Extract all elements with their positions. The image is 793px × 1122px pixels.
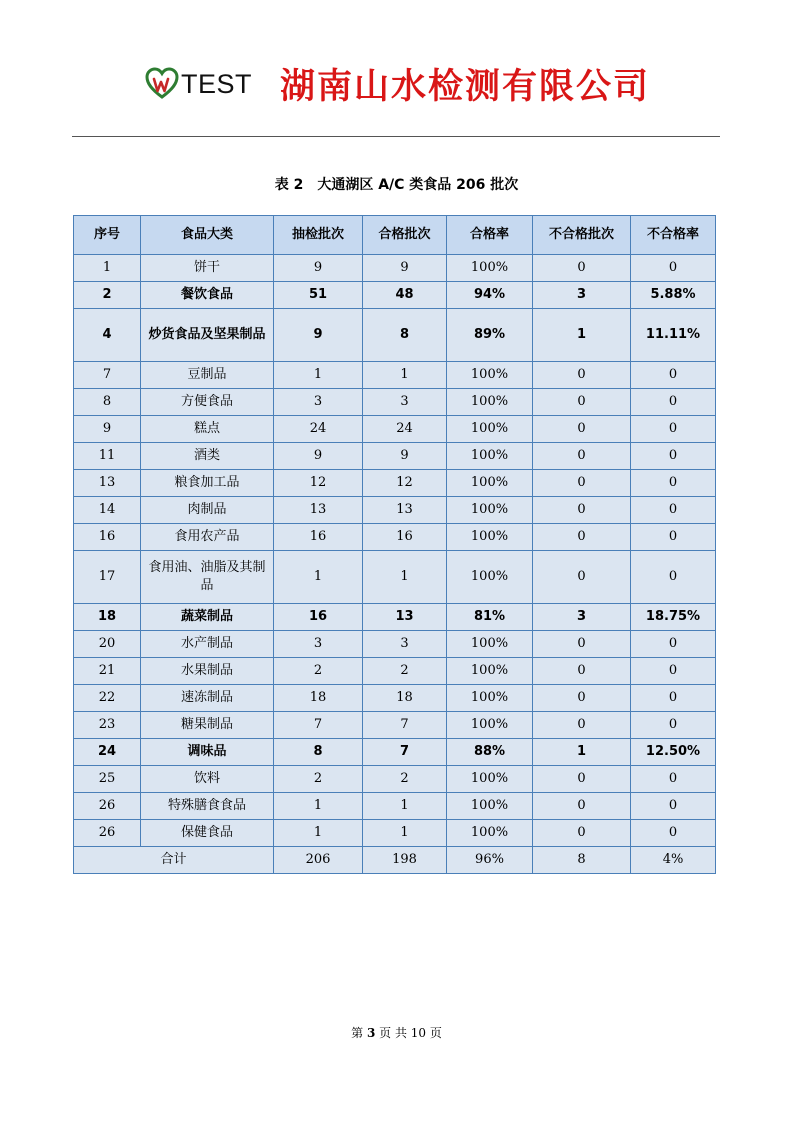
table-row bbox=[74, 255, 716, 282]
cell-sampled: 1 bbox=[274, 793, 363, 820]
cell-passed: 13 bbox=[363, 604, 447, 631]
cell-pass-rate: 94% bbox=[447, 282, 533, 309]
cell-total-failed: 8 bbox=[533, 847, 631, 874]
cell-pass-rate: 100% bbox=[447, 443, 533, 470]
logo-text: TEST bbox=[181, 68, 253, 99]
cell-sampled: 3 bbox=[274, 631, 363, 658]
cell-sampled: 1 bbox=[274, 362, 363, 389]
cell-passed: 1 bbox=[363, 820, 447, 847]
cell-sampled: 2 bbox=[274, 658, 363, 685]
footer-mid: 页 共 bbox=[379, 1026, 407, 1040]
cell-category: 豆制品 bbox=[141, 362, 274, 389]
cell-fail-rate: 0 bbox=[631, 497, 716, 524]
cell-category: 食用油、油脂及其制品 bbox=[141, 551, 274, 604]
cell-fail-rate: 0 bbox=[631, 658, 716, 685]
cell-fail-rate: 0 bbox=[631, 820, 716, 847]
cell-no: 2 bbox=[74, 282, 141, 309]
cell-passed: 3 bbox=[363, 389, 447, 416]
cell-sampled: 1 bbox=[274, 820, 363, 847]
cell-total-fail-rate: 4% bbox=[631, 847, 716, 874]
cell-pass-rate: 100% bbox=[447, 820, 533, 847]
cell-category: 水果制品 bbox=[141, 658, 274, 685]
cell-failed: 0 bbox=[533, 416, 631, 443]
table-row bbox=[74, 443, 716, 470]
table-row bbox=[74, 685, 716, 712]
cell-no: 14 bbox=[74, 497, 141, 524]
cell-category: 肉制品 bbox=[141, 497, 274, 524]
cell-no: 23 bbox=[74, 712, 141, 739]
cell-no: 20 bbox=[74, 631, 141, 658]
cell-passed: 1 bbox=[363, 793, 447, 820]
cell-failed: 0 bbox=[533, 497, 631, 524]
cell-category: 调味品 bbox=[141, 739, 274, 766]
cell-fail-rate: 0 bbox=[631, 631, 716, 658]
cell-pass-rate: 100% bbox=[447, 416, 533, 443]
header-col-passed: 合格批次 bbox=[363, 216, 447, 255]
footer-total-pages: 10 bbox=[410, 1026, 427, 1040]
cell-sampled: 9 bbox=[274, 443, 363, 470]
cell-pass-rate: 100% bbox=[447, 362, 533, 389]
cell-passed: 16 bbox=[363, 524, 447, 551]
table-row bbox=[74, 631, 716, 658]
cell-fail-rate: 11.11% bbox=[631, 309, 716, 362]
footer-prefix: 第 bbox=[351, 1026, 364, 1040]
cell-failed: 0 bbox=[533, 470, 631, 497]
cell-no: 17 bbox=[74, 551, 141, 604]
cell-category: 糖果制品 bbox=[141, 712, 274, 739]
cell-category: 食用农产品 bbox=[141, 524, 274, 551]
cell-pass-rate: 100% bbox=[447, 658, 533, 685]
table-row bbox=[74, 470, 716, 497]
cell-sampled: 12 bbox=[274, 470, 363, 497]
cell-passed: 1 bbox=[363, 362, 447, 389]
cell-fail-rate: 0 bbox=[631, 793, 716, 820]
table-header-row bbox=[74, 216, 716, 255]
cell-sampled: 1 bbox=[274, 551, 363, 604]
header-col-category: 食品大类 bbox=[141, 216, 274, 255]
cell-failed: 0 bbox=[533, 820, 631, 847]
cell-total-sampled: 206 bbox=[274, 847, 363, 874]
cell-sampled: 3 bbox=[274, 389, 363, 416]
cell-sampled: 16 bbox=[274, 604, 363, 631]
company-name: 湖南山水检测有限公司 bbox=[280, 67, 651, 107]
header-col-pass-rate: 合格率 bbox=[447, 216, 533, 255]
cell-failed: 0 bbox=[533, 766, 631, 793]
table-row bbox=[74, 497, 716, 524]
cell-sampled: 18 bbox=[274, 685, 363, 712]
cell-passed: 7 bbox=[363, 712, 447, 739]
cell-pass-rate: 100% bbox=[447, 712, 533, 739]
cell-pass-rate: 100% bbox=[447, 685, 533, 712]
cell-no: 11 bbox=[74, 443, 141, 470]
cell-no: 9 bbox=[74, 416, 141, 443]
cell-fail-rate: 0 bbox=[631, 551, 716, 604]
table-row bbox=[74, 820, 716, 847]
cell-pass-rate: 89% bbox=[447, 309, 533, 362]
header-divider bbox=[72, 136, 720, 137]
cell-no: 26 bbox=[74, 793, 141, 820]
cell-fail-rate: 0 bbox=[631, 712, 716, 739]
cell-failed: 0 bbox=[533, 712, 631, 739]
header-col-failed: 不合格批次 bbox=[533, 216, 631, 255]
cell-passed: 2 bbox=[363, 766, 447, 793]
heart-logo-icon bbox=[145, 67, 179, 101]
cell-category: 特殊膳食食品 bbox=[141, 793, 274, 820]
cell-pass-rate: 100% bbox=[447, 793, 533, 820]
cell-pass-rate: 100% bbox=[447, 631, 533, 658]
cell-failed: 1 bbox=[533, 309, 631, 362]
cell-failed: 0 bbox=[533, 631, 631, 658]
cell-fail-rate: 0 bbox=[631, 255, 716, 282]
cell-category: 炒货食品及坚果制品 bbox=[141, 309, 274, 362]
header-col-no: 序号 bbox=[74, 216, 141, 255]
table-row bbox=[74, 309, 716, 362]
total-row bbox=[74, 847, 716, 874]
cell-sampled: 24 bbox=[274, 416, 363, 443]
cell-failed: 0 bbox=[533, 793, 631, 820]
cell-failed: 0 bbox=[533, 362, 631, 389]
cell-no: 18 bbox=[74, 604, 141, 631]
cell-failed: 0 bbox=[533, 389, 631, 416]
cell-fail-rate: 5.88% bbox=[631, 282, 716, 309]
cell-fail-rate: 0 bbox=[631, 389, 716, 416]
table-row bbox=[74, 766, 716, 793]
cell-failed: 0 bbox=[533, 551, 631, 604]
cell-passed: 12 bbox=[363, 470, 447, 497]
footer-suffix: 页 bbox=[429, 1026, 442, 1040]
cell-failed: 1 bbox=[533, 739, 631, 766]
cell-sampled: 13 bbox=[274, 497, 363, 524]
cell-pass-rate: 100% bbox=[447, 497, 533, 524]
cell-passed: 2 bbox=[363, 658, 447, 685]
cell-category: 水产制品 bbox=[141, 631, 274, 658]
cell-failed: 3 bbox=[533, 604, 631, 631]
cell-passed: 8 bbox=[363, 309, 447, 362]
table-row bbox=[74, 793, 716, 820]
table-row bbox=[74, 658, 716, 685]
cell-category: 糕点 bbox=[141, 416, 274, 443]
table-row bbox=[74, 712, 716, 739]
cell-failed: 0 bbox=[533, 443, 631, 470]
cell-passed: 1 bbox=[363, 551, 447, 604]
cell-passed: 13 bbox=[363, 497, 447, 524]
cell-fail-rate: 12.50% bbox=[631, 739, 716, 766]
cell-no: 25 bbox=[74, 766, 141, 793]
cell-sampled: 2 bbox=[274, 766, 363, 793]
cell-passed: 48 bbox=[363, 282, 447, 309]
cell-category: 餐饮食品 bbox=[141, 282, 274, 309]
cell-fail-rate: 0 bbox=[631, 443, 716, 470]
page-footer bbox=[0, 1024, 793, 1041]
table-row bbox=[74, 362, 716, 389]
cell-fail-rate: 0 bbox=[631, 416, 716, 443]
cell-pass-rate: 100% bbox=[447, 255, 533, 282]
cell-passed: 18 bbox=[363, 685, 447, 712]
inspection-table bbox=[73, 215, 716, 874]
cell-passed: 24 bbox=[363, 416, 447, 443]
table-row bbox=[74, 739, 716, 766]
cell-passed: 9 bbox=[363, 255, 447, 282]
cell-no: 13 bbox=[74, 470, 141, 497]
cell-pass-rate: 100% bbox=[447, 470, 533, 497]
cell-sampled: 9 bbox=[274, 309, 363, 362]
cell-total-passed: 198 bbox=[363, 847, 447, 874]
cell-sampled: 16 bbox=[274, 524, 363, 551]
cell-category: 酒类 bbox=[141, 443, 274, 470]
cell-failed: 0 bbox=[533, 524, 631, 551]
cell-no: 1 bbox=[74, 255, 141, 282]
cell-pass-rate: 100% bbox=[447, 766, 533, 793]
cell-no: 26 bbox=[74, 820, 141, 847]
cell-passed: 9 bbox=[363, 443, 447, 470]
cell-no: 16 bbox=[74, 524, 141, 551]
page-header bbox=[145, 58, 650, 110]
cell-failed: 0 bbox=[533, 658, 631, 685]
cell-fail-rate: 0 bbox=[631, 470, 716, 497]
footer-page-number: 3 bbox=[366, 1026, 376, 1040]
cell-category: 方便食品 bbox=[141, 389, 274, 416]
cell-no: 22 bbox=[74, 685, 141, 712]
cell-failed: 0 bbox=[533, 685, 631, 712]
cell-fail-rate: 0 bbox=[631, 685, 716, 712]
cell-fail-rate: 0 bbox=[631, 766, 716, 793]
cell-pass-rate: 88% bbox=[447, 739, 533, 766]
cell-no: 8 bbox=[74, 389, 141, 416]
cell-passed: 7 bbox=[363, 739, 447, 766]
cell-fail-rate: 18.75% bbox=[631, 604, 716, 631]
cell-sampled: 8 bbox=[274, 739, 363, 766]
table-row bbox=[74, 551, 716, 604]
cell-pass-rate: 100% bbox=[447, 551, 533, 604]
header-col-sampled: 抽检批次 bbox=[274, 216, 363, 255]
cell-category: 饼干 bbox=[141, 255, 274, 282]
cell-sampled: 9 bbox=[274, 255, 363, 282]
cell-pass-rate: 100% bbox=[447, 389, 533, 416]
cell-no: 24 bbox=[74, 739, 141, 766]
cell-fail-rate: 0 bbox=[631, 362, 716, 389]
table-row bbox=[74, 524, 716, 551]
cell-category: 保健食品 bbox=[141, 820, 274, 847]
table-row bbox=[74, 416, 716, 443]
cell-no: 7 bbox=[74, 362, 141, 389]
logo bbox=[145, 67, 252, 101]
table-row bbox=[74, 389, 716, 416]
cell-fail-rate: 0 bbox=[631, 524, 716, 551]
table-row bbox=[74, 604, 716, 631]
table-row bbox=[74, 282, 716, 309]
header-col-fail-rate: 不合格率 bbox=[631, 216, 716, 255]
cell-total-label: 合计 bbox=[74, 847, 274, 874]
table-title: 表 2 大通湖区 A/C 类食品 206 批次 bbox=[274, 177, 519, 193]
cell-sampled: 51 bbox=[274, 282, 363, 309]
cell-category: 粮食加工品 bbox=[141, 470, 274, 497]
cell-category: 饮料 bbox=[141, 766, 274, 793]
cell-pass-rate: 100% bbox=[447, 524, 533, 551]
cell-failed: 0 bbox=[533, 255, 631, 282]
cell-passed: 3 bbox=[363, 631, 447, 658]
cell-total-pass-rate: 96% bbox=[447, 847, 533, 874]
cell-failed: 3 bbox=[533, 282, 631, 309]
cell-category: 速冻制品 bbox=[141, 685, 274, 712]
cell-no: 4 bbox=[74, 309, 141, 362]
cell-no: 21 bbox=[74, 658, 141, 685]
cell-sampled: 7 bbox=[274, 712, 363, 739]
cell-category: 蔬菜制品 bbox=[141, 604, 274, 631]
cell-pass-rate: 81% bbox=[447, 604, 533, 631]
